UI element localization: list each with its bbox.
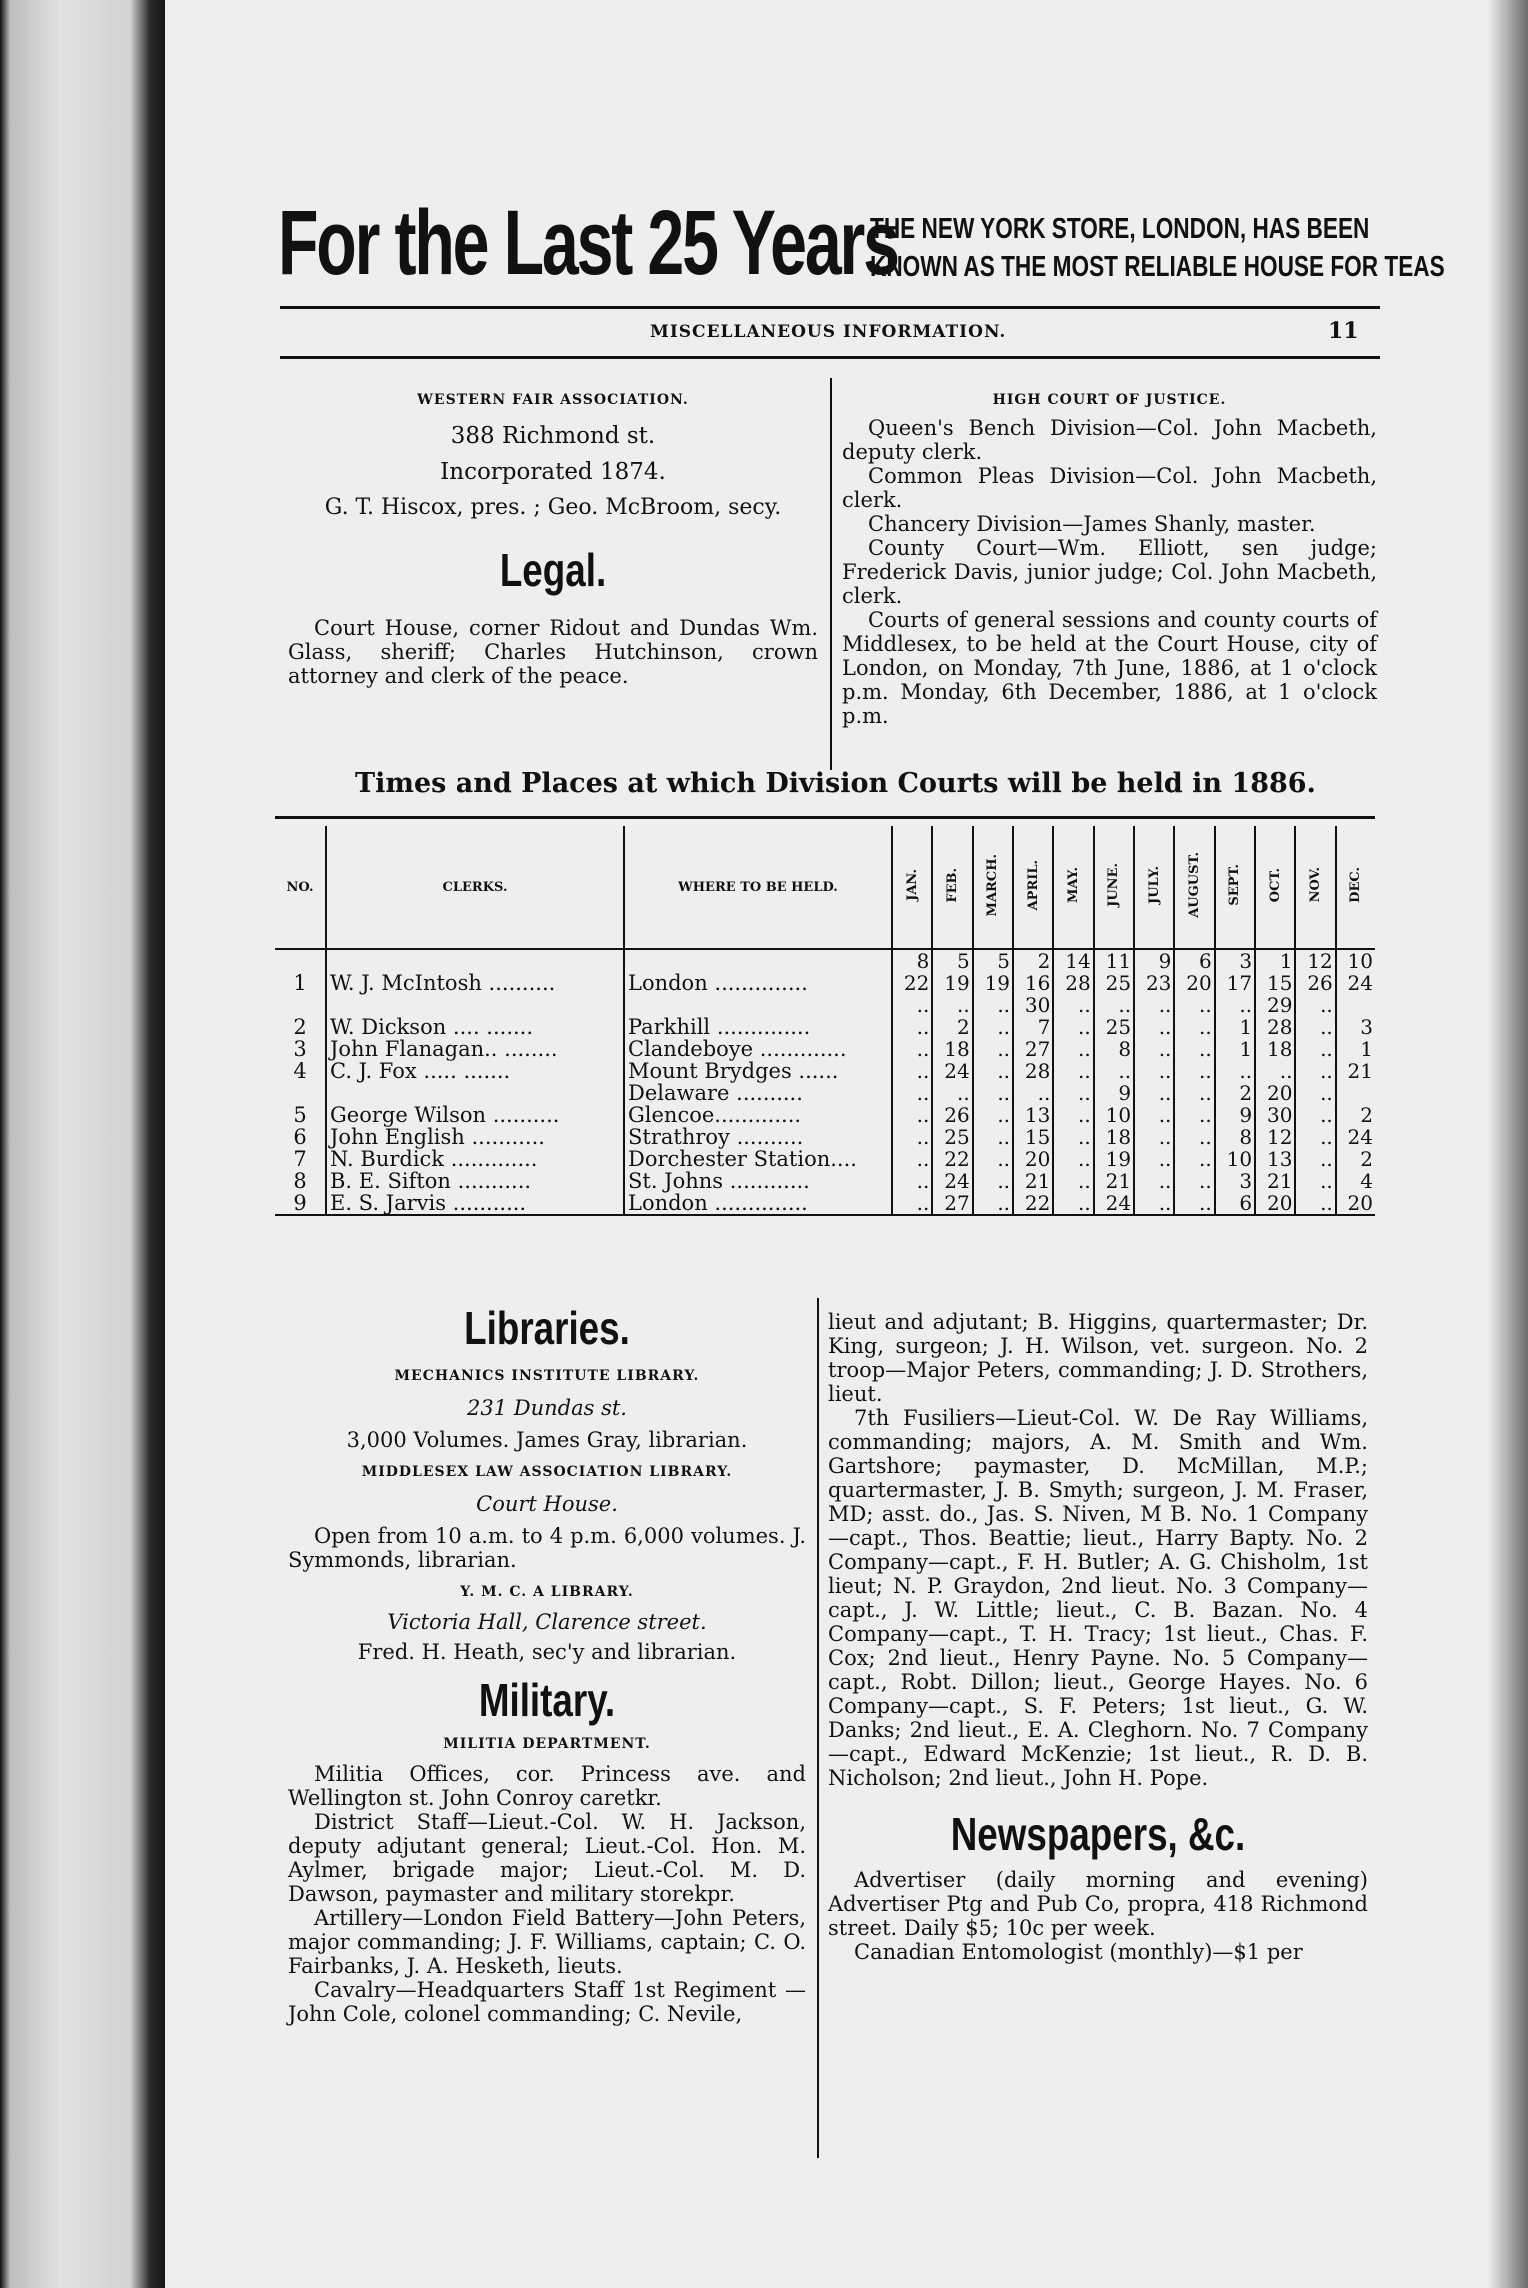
table-row [275,949,1375,972]
month-day: 10 [1347,949,1373,973]
cavalry-continued: lieut and adjutant; B. Higgins, quartermaster; Dr. King, surgeon; J. H. Wilson, vet. surgeon. No. 2 troop—Major Peters, commanding; J. D. Strothers, lieut. [828,1310,1368,1406]
table-row [275,1060,1375,1082]
month-day: .. [1134,1148,1174,1170]
militia-offices: Militia Offices, cor. Princess ave. and Wellington st. John Conroy caretkr. [288,1762,806,1810]
month-day: .. [973,1060,1013,1082]
month-day: 9 [1134,949,1174,972]
row-number: 5 [275,1104,326,1126]
month-day: 2 [932,1016,972,1038]
month-day: 2 [1360,1103,1373,1127]
western-fair-address: 388 Richmond st. [450,423,656,449]
month-day: 8 [1215,1126,1255,1148]
month-day: 21 [1013,1170,1053,1192]
month-day: 2 [1360,1147,1373,1171]
month-day: .. [973,1126,1013,1148]
month-day: .. [1295,1104,1335,1126]
month-day: .. [1295,1126,1335,1148]
month-day: 30 [1255,1104,1295,1126]
month-day: .. [1295,1060,1335,1082]
month-day: 20 [1255,1082,1295,1104]
month-day: 27 [932,1192,972,1215]
month-day: 22 [892,972,932,994]
law-library-title: MIDDLESEX LAW ASSOCIATION LIBRARY. [361,1464,733,1480]
month-day: .. [1174,1170,1214,1192]
clerk-name: N. Burdick ............. [326,1148,624,1170]
court-place: London .............. [624,1192,892,1215]
month-day: .. [892,1170,932,1192]
month-day: 24 [932,1060,972,1082]
division-courts-table [275,826,1375,1216]
clerk-name [326,1082,624,1104]
court-place [624,994,892,1016]
court-place: Glencoe............. [624,1104,892,1126]
month-day: .. [1134,1104,1174,1126]
month-day: 25 [932,1126,972,1148]
month-day: 20 [1255,1192,1295,1215]
month-day: 26 [1295,972,1335,994]
month-day: .. [973,1016,1013,1038]
page-number: 11 [1328,318,1359,344]
month-day: 30 [1013,994,1053,1016]
month-day: .. [892,1038,932,1060]
court-rows [275,949,1375,1215]
month-day: .. [892,1060,932,1082]
month-day: 21 [1094,1170,1134,1192]
month-day: 1 [1255,949,1295,972]
canadian-entomologist: Canadian Entomologist (monthly)—$1 per [854,1940,1303,1964]
clerk-name: B. E. Sifton ........... [326,1170,624,1192]
row-number: 7 [275,1148,326,1170]
month-day: 19 [973,972,1013,994]
month-day: 10 [1215,1148,1255,1170]
month-day: .. [932,1082,972,1104]
militia-dept-title: MILITIA DEPARTMENT. [443,1736,651,1752]
district-staff: District Staff—Lieut.-Col. W. H. Jackson, deputy adjutant general; Lieut.-Col. Hon. M. Aylmer, brigade major; Lieut.-Col. M. D. Dawson, paymaster and military storekpr. [288,1810,806,1906]
court-place: London .............. [624,972,892,994]
month-day: 25 [1094,972,1134,994]
month-day: .. [1174,1148,1214,1170]
month-day: 20 [1013,1148,1053,1170]
month-day: .. [1295,994,1335,1016]
clerk-name: W. Dickson .... ....... [326,1016,624,1038]
month-day: 19 [932,972,972,994]
month-day: 3 [1215,1170,1255,1192]
clerk-name: John Flanagan.. ........ [326,1038,624,1060]
banner-headline: For the Last 25 Years [278,192,898,294]
advertiser: Advertiser (daily morning and evening) Advertiser Ptg and Pub Co, propra, 418 Richmond street. Daily $5; 10c per week. [828,1868,1368,1940]
western-fair-title: WESTERN FAIR ASSOCIATION. [417,392,689,408]
month-day: 21 [1255,1170,1295,1192]
month-day: 29 [1255,994,1295,1016]
lower-left-column [288,1300,806,2026]
lower-right-column [828,1310,1368,1964]
month-day: 18 [932,1038,972,1060]
month-day: .. [1295,1038,1335,1060]
month-day: .. [1013,1082,1053,1104]
row-number [275,994,326,1016]
month-day: 7 [1013,1016,1053,1038]
month-day: 5 [932,949,972,972]
month-day: .. [973,1082,1013,1104]
month-day: .. [1053,1082,1093,1104]
mechanics-address: 231 Dundas st. [467,1396,627,1420]
court-place: Delaware .......... [624,1082,892,1104]
month-day: 11 [1094,949,1134,972]
table-top-rule [275,816,1375,819]
banner-line-1: THE NEW YORK STORE, LONDON, HAS BEEN [870,213,1370,245]
month-day: 2 [1215,1082,1255,1104]
month-day: .. [892,994,932,1016]
cavalry: Cavalry—Headquarters Staff 1st Regiment —John Cole, colonel commanding; C. Nevile, [288,1978,806,2026]
month-day: 22 [932,1148,972,1170]
law-library-address: Court House. [476,1492,618,1516]
mechanics-title: MECHANICS INSTITUTE LIBRARY. [394,1368,700,1384]
row-number: 8 [275,1170,326,1192]
month-day: .. [1134,1082,1174,1104]
court-place: Clandeboye ............. [624,1038,892,1060]
header-month: FEB. [932,826,972,949]
month-day: .. [1174,1060,1214,1082]
month-day: .. [1134,994,1174,1016]
month-day: .. [1134,1060,1174,1082]
month-day: .. [1295,1192,1335,1215]
month-day: .. [1134,1016,1174,1038]
header-clerks: CLERKS. [326,826,624,949]
month-day: .. [1134,1192,1174,1215]
court-place: Dorchester Station.... [624,1148,892,1170]
running-head: MISCELLANEOUS INFORMATION. [650,322,1007,342]
header-no: NO. [275,826,326,949]
month-day: 24 [1347,971,1373,995]
month-day: 28 [1053,972,1093,994]
header-month: JUNE. [1094,826,1134,949]
month-day: .. [1174,1104,1214,1126]
month-day: 14 [1053,949,1093,972]
month-day: .. [932,994,972,1016]
row-number: 1 [275,972,326,994]
month-day: .. [1134,1038,1174,1060]
month-day: 1 [1215,1038,1255,1060]
month-day: .. [1295,1016,1335,1038]
scan-left-margin [0,0,165,2288]
month-day: 9 [1215,1104,1255,1126]
month-day: .. [1134,1170,1174,1192]
header-month: JULY. [1134,826,1174,949]
header-month: MARCH. [973,826,1013,949]
month-day: .. [973,1148,1013,1170]
clerk-name: George Wilson .......... [326,1104,624,1126]
row-number: 3 [275,1038,326,1060]
month-day: .. [1053,1126,1093,1148]
month-day [1336,1082,1375,1104]
header-month: MAY. [1053,826,1093,949]
division-courts-title: Times and Places at which Division Courts will be held in 1886. [355,768,1316,799]
month-day: 17 [1215,972,1255,994]
queens-bench: Queen's Bench Division—Col. John Macbeth, deputy clerk. [842,416,1377,464]
header-month: DEC. [1336,826,1375,949]
high-court-title: HIGH COURT OF JUSTICE. [992,392,1227,408]
row-number: 4 [275,1060,326,1082]
month-day: 25 [1094,1016,1134,1038]
month-day: .. [973,1104,1013,1126]
top-column-divider [830,378,832,770]
month-day: 19 [1094,1148,1134,1170]
month-day: 12 [1295,949,1335,972]
month-day: 4 [1360,1169,1373,1193]
month-day: .. [892,1082,932,1104]
month-day: .. [973,994,1013,1016]
header-month: SEPT. [1215,826,1255,949]
row-number [275,1082,326,1104]
clerk-name: W. J. McIntosh .......... [326,972,624,994]
row-number: 9 [275,1192,326,1215]
header-month: OCT. [1255,826,1295,949]
month-day: .. [1053,1148,1093,1170]
month-day: .. [892,1192,932,1215]
month-day: .. [1295,1082,1335,1104]
month-day: .. [892,1126,932,1148]
table-row [275,1016,1375,1038]
libraries-heading: Libraries. [464,1302,630,1354]
court-place: Strathroy .......... [624,1126,892,1148]
month-day: .. [892,1016,932,1038]
ymca-title: Y. M. C. A LIBRARY. [460,1584,634,1600]
clerk-name: John English ........... [326,1126,624,1148]
military-heading: Military. [478,1674,616,1726]
lower-column-divider [817,1298,819,2158]
court-place: Parkhill .............. [624,1016,892,1038]
month-day: 26 [932,1104,972,1126]
month-day: 18 [1255,1038,1295,1060]
month-day: .. [1174,994,1214,1016]
month-day: 9 [1094,1082,1134,1104]
month-day: 6 [1215,1192,1255,1215]
month-day: .. [1295,1148,1335,1170]
row-number [275,949,326,972]
month-day: .. [1053,994,1093,1016]
banner-line-2: KNOWN AS THE MOST RELIABLE HOUSE FOR TEAS [870,251,1445,283]
month-day: .. [1053,1192,1093,1215]
general-sessions: Courts of general sessions and county courts of Middlesex, to be held at the Court House, city of London, on Monday, 7th June, 1886, at 1 o'clock p.m. Monday, 6th December, 1886, at 1 o'clock p.m. [842,608,1377,728]
month-day: 20 [1174,972,1214,994]
month-day: 3 [1360,1015,1373,1039]
month-day: 16 [1013,972,1053,994]
month-day: 1 [1215,1016,1255,1038]
table-row [275,1104,1375,1126]
month-day: 20 [1336,1192,1375,1215]
month-day: 2 [1013,949,1053,972]
top-right-column [842,388,1377,728]
table-row [275,1126,1375,1148]
banner-rule [280,306,1380,309]
month-day: .. [1174,1016,1214,1038]
month-day: 24 [1094,1192,1134,1215]
month-day: .. [1053,1016,1093,1038]
month-day: 8 [892,949,932,972]
month-day: 22 [1013,1192,1053,1215]
court-place: Mount Brydges ...... [624,1060,892,1082]
ymca-info: Fred. H. Heath, sec'y and librarian. [357,1640,737,1664]
legal-heading: Legal. [499,544,607,596]
month-day: 23 [1134,972,1174,994]
top-left-column [288,388,818,688]
common-pleas: Common Pleas Division—Col. John Macbeth, clerk. [842,464,1377,512]
month-day: .. [1053,1060,1093,1082]
artillery: Artillery—London Field Battery—John Peters, major commanding; J. F. Williams, captain; C. O. Fairbanks, J. A. Hesketh, lieuts. [288,1906,806,1978]
month-day: 15 [1013,1126,1053,1148]
month-day: 3 [1215,949,1255,972]
month-day: 15 [1255,972,1295,994]
clerk-name [326,949,624,972]
month-day: .. [973,1038,1013,1060]
month-day: 8 [1094,1038,1134,1060]
table-row [275,1170,1375,1192]
month-day: .. [1134,1126,1174,1148]
month-day: 28 [1013,1060,1053,1082]
western-fair-incorporated: Incorporated 1874. [440,459,666,485]
month-day: 6 [1174,949,1214,972]
month-day: .. [1053,1038,1093,1060]
month-day: .. [973,1192,1013,1215]
month-day: 18 [1094,1126,1134,1148]
month-day: .. [973,1170,1013,1192]
legal-text: Court House, corner Ridout and Dundas Wm. Glass, sheriff; Charles Hutchinson, crown attorney and clerk of the peace. [288,616,818,688]
month-day: 1 [1360,1037,1373,1061]
month-day: 27 [1013,1038,1053,1060]
table-row [275,1038,1375,1060]
month-day: .. [892,1148,932,1170]
head-rule [280,356,1380,359]
month-day: 13 [1013,1104,1053,1126]
month-day: .. [1094,1060,1134,1082]
month-day: .. [1174,1082,1214,1104]
month-day: .. [1215,994,1255,1016]
month-day: .. [1215,1060,1255,1082]
header-month: JAN. [892,826,932,949]
court-place [624,949,892,972]
month-day: .. [1053,1104,1093,1126]
law-library-info: Open from 10 a.m. to 4 p.m. 6,000 volumes. J. Symmonds, librarian. [288,1524,806,1572]
table-row [275,972,1375,994]
month-day: .. [1174,1126,1214,1148]
month-day: .. [1174,1192,1214,1215]
fusiliers: 7th Fusiliers—Lieut-Col. W. De Ray Williams, commanding; majors, A. M. Smith and Wm. Gartshore; paymaster, D. McMillan, M.P.; quartermaster, J. B. Smyth; surgeon, J. M. Fraser, MD; asst. do., Jas. S. Niven, M B. No. 1 Company—capt., Thos. Beattie; lieut., Harry Bapty. No. 2 Company—capt., F. H. Butler; A. G. Chisholm, 1st lieut; N. P. Graydon, 2nd lieut. No. 3 Company—capt., J. W. Little; lieut., C. B. Bazan. No. 4 Company—capt., T. H. Tracy; 1st lieut., Chas. F. Cox; 2nd lieut., Henry Payne. No. 5 Company—capt., Robt. Dillon; lieut., George Hayes. No. 6 Company—capt., S. F. Peters; 1st lieut., G. W. Danks; 2nd lieut., E. A. Cleghorn. No. 7 Company—capt., Edward McKenzie; 1st lieut., R. D. B. Nicholson; 2nd lieut., John H. Pope. [828,1406,1368,1790]
month-day: .. [1094,994,1134,1016]
month-day: 13 [1255,1148,1295,1170]
table-row [275,1192,1375,1215]
month-day: .. [1255,1060,1295,1082]
clerk-name: E. S. Jarvis ........... [326,1192,624,1215]
table-row [275,994,1375,1016]
month-day: 24 [1347,1125,1373,1149]
chancery: Chancery Division—James Shanly, master. [868,512,1316,536]
row-number: 6 [275,1126,326,1148]
month-day: 10 [1094,1104,1134,1126]
county-court: County Court—Wm. Elliott, sen judge; Frederick Davis, junior judge; Col. John Macbeth, clerk. [842,536,1377,608]
newspapers-heading: Newspapers, &c. [950,1808,1246,1860]
month-day: .. [1295,1170,1335,1192]
month-day [1336,994,1375,1016]
court-place: St. Johns ............ [624,1170,892,1192]
clerk-name [326,994,624,1016]
month-day: .. [1053,1170,1093,1192]
month-day: 5 [973,949,1013,972]
month-day: .. [1174,1038,1214,1060]
header-month: APRIL. [1013,826,1053,949]
header-month: NOV. [1295,826,1335,949]
month-day: .. [892,1104,932,1126]
month-day: 28 [1255,1016,1295,1038]
table-row [275,1148,1375,1170]
table-row [275,1082,1375,1104]
mechanics-info: 3,000 Volumes. James Gray, librarian. [346,1428,748,1452]
western-fair-officers: G. T. Hiscox, pres. ; Geo. McBroom, secy. [324,495,782,520]
month-day: 24 [932,1170,972,1192]
clerk-name: C. J. Fox ..... ....... [326,1060,624,1082]
month-day: 21 [1347,1059,1373,1083]
header-where: WHERE TO BE HELD. [624,826,892,949]
header-month: AUGUST. [1174,826,1214,949]
ymca-address: Victoria Hall, Clarence street. [387,1610,707,1634]
row-number: 2 [275,1016,326,1038]
month-day: 12 [1255,1126,1295,1148]
